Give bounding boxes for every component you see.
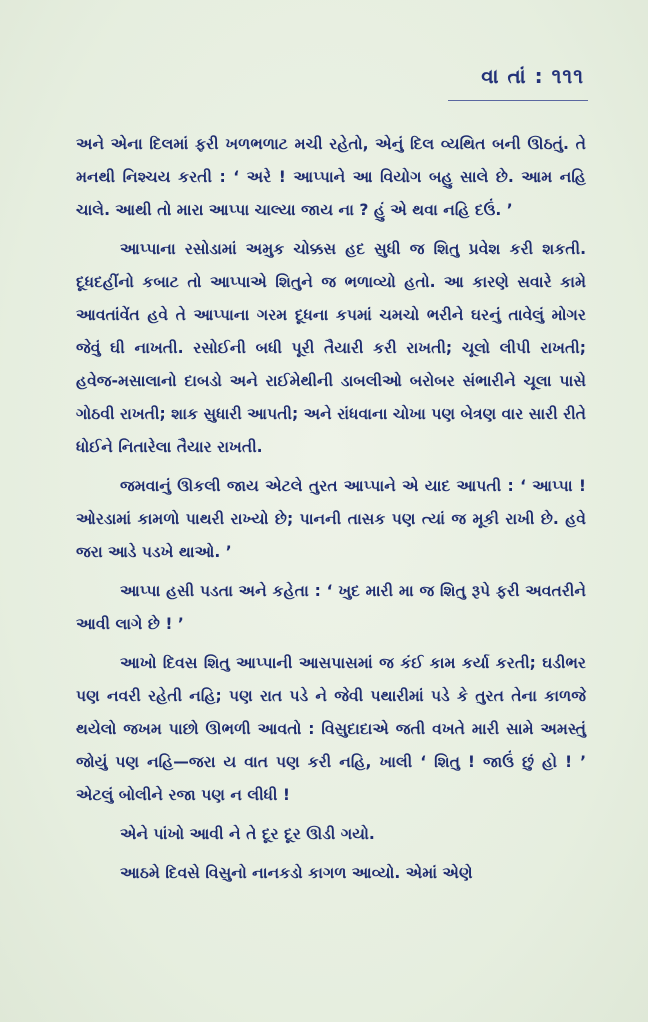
paragraph-1: અને એના દિલમાં ફરી ખળભળાટ મચી રહેતો, એનું દિલ વ્યથિત બની ઊઠતું. તે મનથી નિશ્ચય કરતી : ‘ અરે ! આપ્પાને આ વિયોગ બહુ સાલે છે. આમ નહિ ચાલે. આથી તો મારા આપ્પા ચાલ્યા જાય ના ? હું એ થવા નહિ દઉં. ’ [76, 135, 586, 219]
header-underline [448, 100, 588, 101]
paragraph-4: આપ્પા હસી પડતા અને કહેતા : ‘ ખુદ મારી મા જ શિતુ રૂપે ફરી અવતરીને આવી લાગે છે ! ’ [76, 582, 586, 633]
paragraph-3: જમવાનું ઊકલી જાય એટલે તુરત આપ્પાને એ યાદ આપતી : ‘ આપ્પા ! ઓરડામાં કામળો પાથરી રાખ્યો છે; પાનની તાસક પણ ત્યાં જ મૂકી રાખી છે. હવે જરા આડે પડખે થાઓ. ’ [76, 477, 586, 561]
body-text [76, 128, 586, 896]
paragraph-2: આપ્પાના રસોડામાં અમુક ચોક્કસ હદ સુધી જ શિતુ પ્રવેશ કરી શકતી. દૂધદહીંનો કબાટ તો આપ્પાએ શિતુને જ ભળાવ્યો હતો. આ કારણે સવારે કામે આવતાંવેંત હવે તે આપ્પાના ગરમ દૂધના કપમાં ચમચો ભરીને ઘરનું તાવેલું મોગર જેવું ઘી નાખતી. રસોઈની બધી પૂરી તૈયારી કરી રાખતી; ચૂલો લીપી રાખતી; હવેજ-મસાલાનો દાબડો અને રાઈમેથીની ડાબલીઓ બરોબર સંભારીને ચૂલા પાસે ગોઠવી રાખતી; શાક સુધારી આપતી; અને રાંધવાના ચોખા પણ બેત્રણ વાર સારી રીતે ધોઈને નિતારેલા તૈયાર રાખતી. [76, 240, 586, 456]
paragraph-5: આખો દિવસ શિતુ આપ્પાની આસપાસમાં જ કંઈ કામ કર્યા કરતી; ઘડીભર પણ નવરી રહેતી નહિ; પણ રાત પડે ને જેવી પથારીમાં પડે કે તુરત તેના કાળજે થયેલો જખમ પાછો ઊભળી આવતો : વિસુદાદાએ જતી વખતે મારી સામે અમસ્તું જોયું પણ નહિ—જરા ય વાત પણ કરી નહિ, ખાલી ‘ શિતુ ! જાઉં છું હો ! ’ એટલું બોલીને રજા પણ ન લીધી ! [76, 654, 586, 804]
paragraph-6: એને પાંખો આવી ને તે દૂર દૂર ઊડી ગયો. [120, 825, 375, 843]
running-header: વા તાં : ૧૧૧ [481, 64, 584, 88]
paragraph-7: આઠમે દિવસે વિસુનો નાનકડો કાગળ આવ્યો. એમાં એણે [120, 864, 473, 882]
